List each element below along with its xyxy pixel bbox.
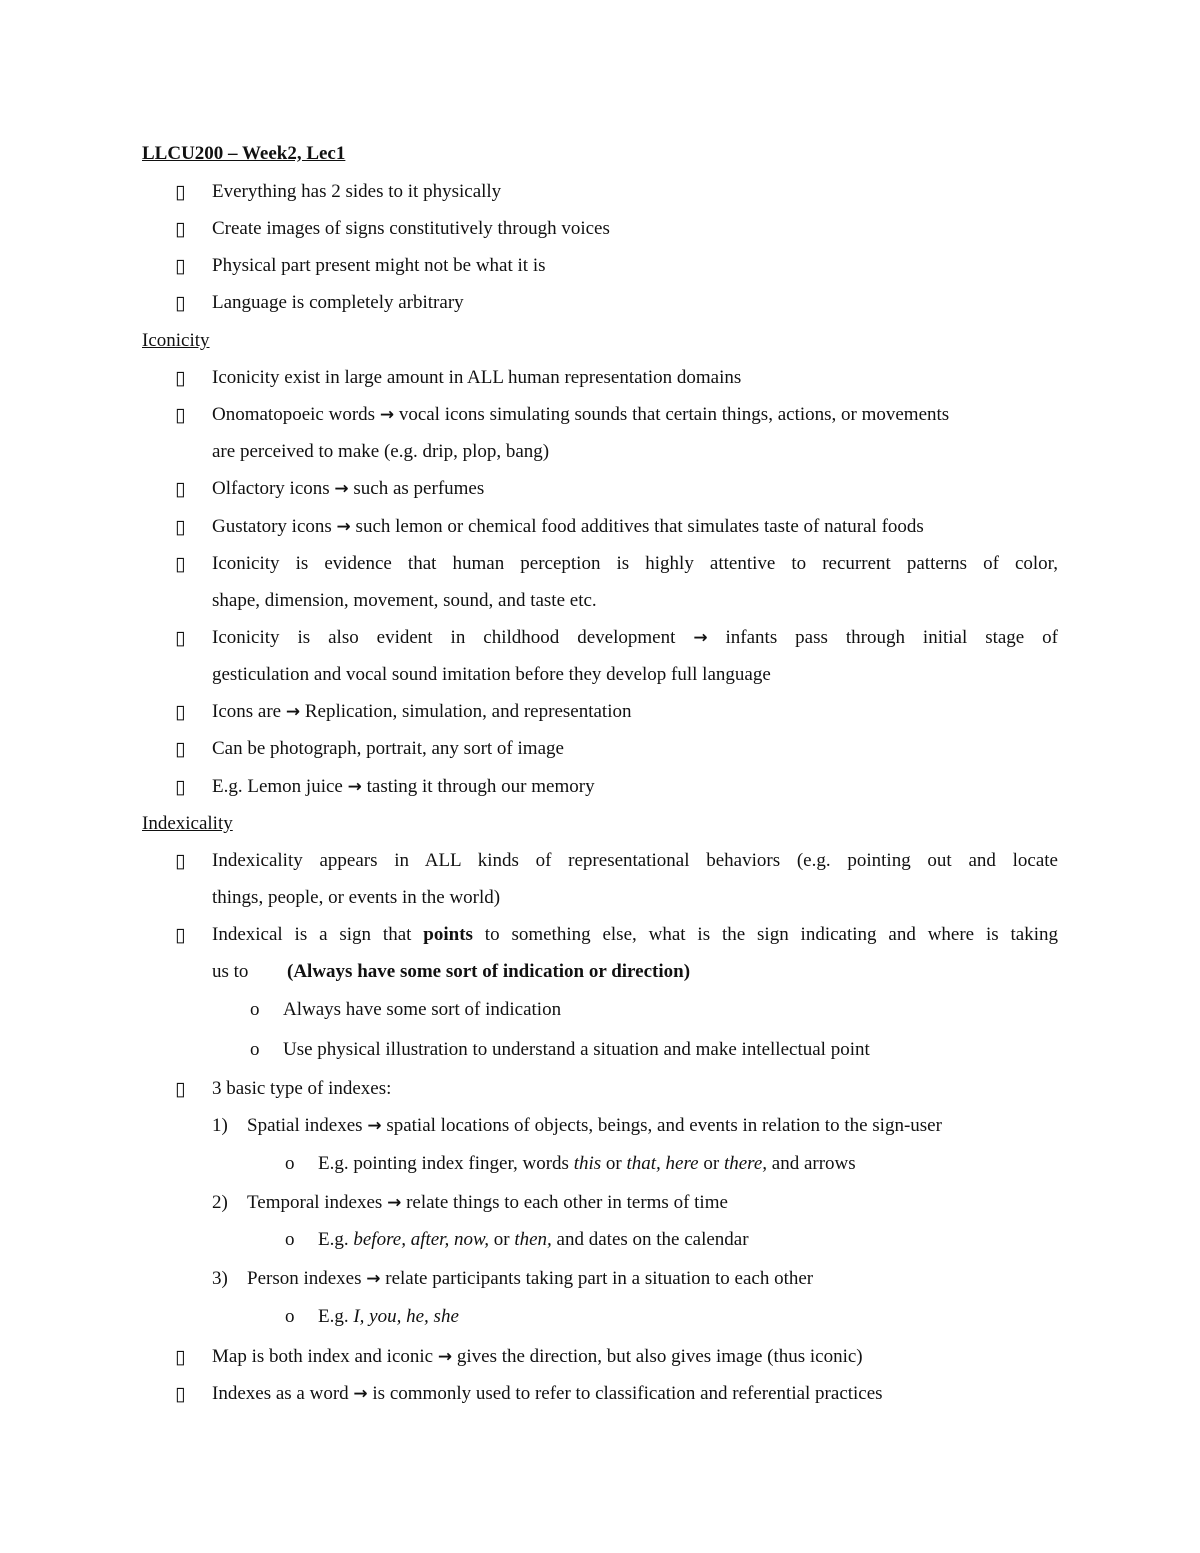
bullet-icon: ▯: [175, 219, 186, 240]
list-item-continuation: things, people, or events in the world): [212, 887, 501, 908]
arrow-right-icon: →: [367, 1116, 382, 1136]
list-item: Iconicity is evidence that human perception is highly attentive to recurrent patterns of color,: [212, 553, 1058, 574]
list-item: [212, 478, 484, 500]
arrow-right-icon: →: [387, 1193, 402, 1213]
sub-list-item: Always have some sort of indication: [283, 999, 562, 1020]
list-item: Can be photograph, portrait, any sort of image: [212, 738, 564, 759]
example-item: [318, 1229, 749, 1251]
arrow-right-icon: →: [693, 628, 708, 648]
bullet-icon: ▯: [175, 554, 186, 575]
list-item: [212, 701, 631, 723]
list-item: [212, 924, 1058, 946]
italic-term: there,: [723, 1153, 768, 1174]
item-text: to something else, what is the sign indicating and where is taking: [484, 924, 1059, 945]
item-text: or: [493, 1229, 510, 1250]
item-text: tasting it through our memory: [366, 776, 595, 797]
item-text: or: [605, 1153, 622, 1174]
item-text: Iconicity is also evident in childhood development: [212, 627, 676, 648]
arrow-right-icon: →: [366, 1269, 381, 1289]
numbered-item: [247, 1115, 942, 1137]
item-text: Replication, simulation, and representation: [304, 701, 632, 722]
page-title: LLCU200 – Week2, Lec1: [142, 143, 346, 164]
example-item: [318, 1153, 856, 1175]
list-item: Language is completely arbitrary: [212, 292, 464, 313]
list-number: 3): [212, 1268, 228, 1289]
arrow-right-icon: →: [334, 479, 349, 499]
italic-term: then,: [514, 1229, 552, 1250]
italic-term: this: [573, 1153, 602, 1174]
list-item-continuation: shape, dimension, movement, sound, and taste etc.: [212, 590, 597, 611]
bullet-icon: ▯: [175, 293, 186, 314]
item-text: E.g.: [318, 1306, 349, 1327]
item-text: infants pass through initial stage of: [725, 627, 1059, 648]
bullet-icon: ▯: [175, 1079, 186, 1100]
item-text: E.g. Lemon juice: [212, 776, 343, 797]
bullet-icon: ▯: [175, 702, 186, 723]
item-text: Gustatory icons: [212, 516, 332, 537]
list-item: [212, 516, 924, 538]
bullet-icon: ▯: [175, 1384, 186, 1405]
sub-bullet-icon: o: [285, 1306, 295, 1327]
bullet-icon: ▯: [175, 405, 186, 426]
list-item: [212, 1383, 883, 1405]
item-text: E.g.: [318, 1229, 349, 1250]
item-text: is commonly used to refer to classification and referential practices: [372, 1383, 883, 1404]
item-text: spatial locations of objects, beings, and events in relation to the sign-user: [386, 1115, 942, 1136]
item-text: Olfactory icons: [212, 478, 330, 499]
bullet-icon: ▯: [175, 777, 186, 798]
item-text: Onomatopoeic words: [212, 404, 376, 425]
sub-bullet-icon: o: [250, 1039, 260, 1060]
bullet-icon: ▯: [175, 517, 186, 538]
bullet-icon: ▯: [175, 851, 186, 872]
sub-bullet-icon: o: [250, 999, 260, 1020]
arrow-right-icon: →: [285, 702, 301, 722]
item-text: vocal icons simulating sounds that certain things, actions, or movements: [398, 404, 950, 425]
item-text: and arrows: [771, 1153, 856, 1174]
list-number: 1): [212, 1115, 228, 1136]
list-item: Everything has 2 sides to it physically: [212, 181, 502, 202]
list-item: Create images of signs constitutively through voices: [212, 218, 610, 239]
item-text: Temporal indexes: [247, 1192, 383, 1213]
item-text: Icons are: [212, 701, 282, 722]
arrow-right-icon: →: [347, 777, 362, 797]
list-item: Iconicity exist in large amount in ALL human representation domains: [212, 367, 742, 388]
item-text: such as perfumes: [353, 478, 485, 499]
item-text: relate things to each other in terms of time: [406, 1192, 728, 1213]
sub-bullet-icon: o: [285, 1153, 295, 1174]
list-item: [212, 1346, 863, 1368]
arrow-right-icon: →: [437, 1347, 453, 1367]
bullet-icon: ▯: [175, 256, 186, 277]
emphasis-note: (Always have some sort of indication or direction): [287, 961, 691, 982]
item-text: such lemon or chemical food additives that simulates taste of natural foods: [355, 516, 924, 537]
bullet-icon: ▯: [175, 1347, 186, 1368]
bullet-icon: ▯: [175, 368, 186, 389]
list-item: Indexicality appears in ALL kinds of representational behaviors (e.g. pointing out and locate: [212, 850, 1058, 871]
bullet-icon: ▯: [175, 925, 186, 946]
section-heading-indexicality: Indexicality: [142, 813, 233, 834]
italic-term: before, after, now,: [353, 1229, 489, 1250]
list-item: [212, 627, 1058, 649]
italic-term: that, here: [626, 1153, 699, 1174]
list-item: [212, 404, 949, 426]
sub-list-item: Use physical illustration to understand a situation and make intellectual point: [283, 1039, 870, 1060]
emphasis-text: points: [423, 924, 473, 945]
item-text: E.g. pointing index finger, words: [318, 1153, 569, 1174]
item-text: Map is both index and iconic: [212, 1346, 434, 1367]
item-text: relate participants taking part in a situation to each other: [385, 1268, 814, 1289]
list-number: 2): [212, 1192, 228, 1213]
bullet-icon: ▯: [175, 628, 186, 649]
section-heading-iconicity: Iconicity: [142, 330, 210, 351]
list-item: Physical part present might not be what it is: [212, 255, 546, 276]
item-text: Indexes as a word: [212, 1383, 349, 1404]
item-text: Person indexes: [247, 1268, 362, 1289]
example-item: [318, 1306, 459, 1328]
arrow-right-icon: →: [336, 517, 351, 537]
numbered-item: [247, 1268, 813, 1290]
bullet-icon: ▯: [175, 182, 186, 203]
item-text: Spatial indexes: [247, 1115, 363, 1136]
item-text: gives the direction, but also gives image (thus iconic): [456, 1346, 863, 1367]
list-item-continuation: are perceived to make (e.g. drip, plop, bang): [212, 441, 550, 462]
numbered-item: [247, 1192, 728, 1214]
list-item: 3 basic type of indexes:: [212, 1078, 392, 1099]
italic-term: I, you, he, she: [353, 1306, 459, 1327]
list-item-continuation: us to: [212, 961, 249, 982]
arrow-right-icon: →: [379, 405, 395, 425]
bullet-icon: ▯: [175, 479, 186, 500]
item-text: and dates on the calendar: [556, 1229, 749, 1250]
item-text: or: [703, 1153, 720, 1174]
bullet-icon: ▯: [175, 739, 186, 760]
item-text: Indexical is a sign that: [212, 924, 412, 945]
arrow-right-icon: →: [353, 1384, 368, 1404]
sub-bullet-icon: o: [285, 1229, 295, 1250]
list-item-continuation: gesticulation and vocal sound imitation before they develop full language: [212, 664, 771, 685]
list-item: [212, 776, 595, 798]
